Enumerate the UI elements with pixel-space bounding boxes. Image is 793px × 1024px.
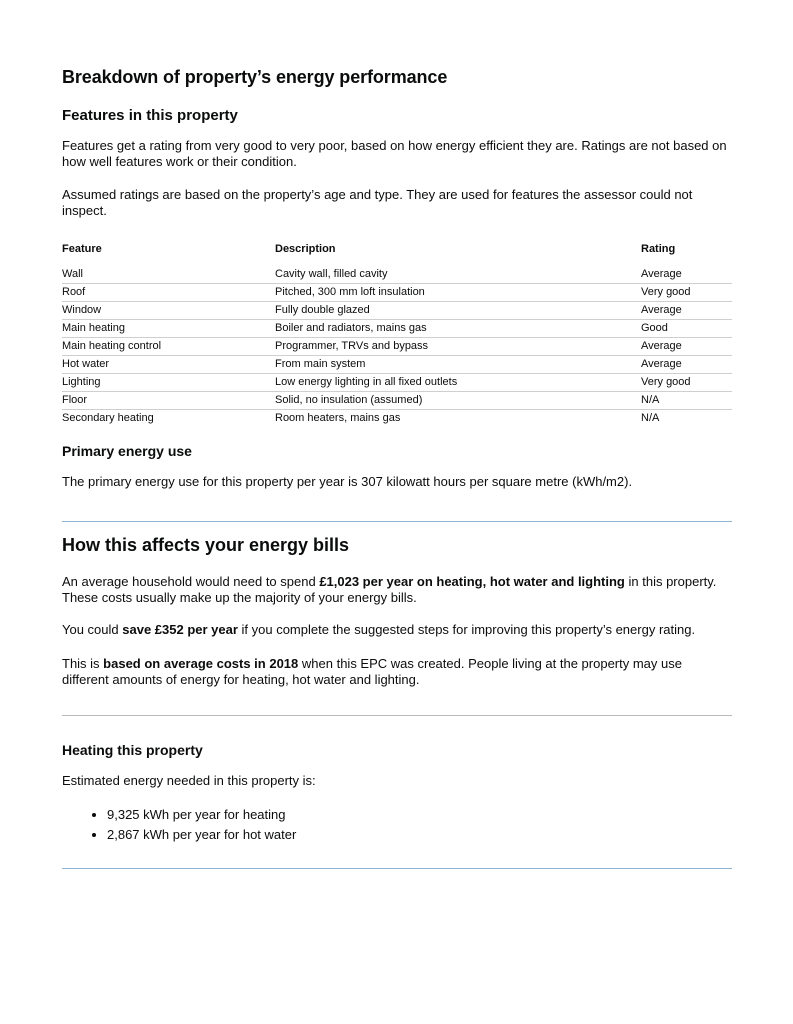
rating-cell: Very good xyxy=(641,284,732,302)
column-header-description: Description xyxy=(275,243,336,255)
average-cost-text-end: in this property. These costs usually make up the majority of your energy bills. xyxy=(62,574,717,605)
description-cell: Fully double glazed xyxy=(275,302,641,320)
description-cell: Programmer, TRVs and bypass xyxy=(275,338,641,356)
table-row xyxy=(62,410,732,428)
table-row xyxy=(62,374,732,392)
energy-needed-list xyxy=(62,805,296,845)
table-row xyxy=(62,302,732,320)
energy-bills-heading: How this affects your energy bills xyxy=(62,535,350,555)
list-item: • 2,867 kWh per year for hot water xyxy=(107,825,296,845)
cost-basis-year: based on average costs in 2018 xyxy=(103,656,299,671)
feature-cell: Main heating xyxy=(62,320,275,338)
rating-cell: Average xyxy=(641,302,732,320)
description-cell: Boiler and radiators, mains gas xyxy=(275,320,641,338)
primary-energy-heading: Primary energy use xyxy=(62,443,192,459)
description-cell: Pitched, 300 mm loft insulation xyxy=(275,284,641,302)
rating-cell: N/A xyxy=(641,392,732,410)
list-item: • 9,325 kWh per year for heating xyxy=(107,805,296,825)
table-row xyxy=(62,266,732,284)
section-divider xyxy=(62,715,732,716)
table-row xyxy=(62,284,732,302)
description-cell: Room heaters, mains gas xyxy=(275,412,401,424)
average-cost-text: An average household would need to spend xyxy=(62,574,320,589)
heating-intro: Estimated energy needed in this property is: xyxy=(62,773,316,788)
page-title: Breakdown of property’s energy performance xyxy=(62,67,448,87)
column-header-rating: Rating xyxy=(641,243,676,255)
table-row xyxy=(62,320,732,338)
assumed-ratings-note: Assumed ratings are based on the property’s age and type. They are used for features the assessor could not inspect. xyxy=(62,187,693,218)
description-cell: Solid, no insulation (assumed) xyxy=(275,392,641,410)
cost-basis-paragraph xyxy=(62,656,732,688)
table-row xyxy=(62,356,732,374)
description-cell: Low energy lighting in all fixed outlets xyxy=(275,374,641,392)
heating-heading: Heating this property xyxy=(62,742,203,758)
description-cell: From main system xyxy=(275,356,641,374)
rating-cell: Good xyxy=(641,320,732,338)
savings-paragraph xyxy=(62,622,695,638)
table-row xyxy=(62,338,732,356)
table-row xyxy=(62,392,732,410)
rating-cell: Average xyxy=(641,338,732,356)
features-table xyxy=(62,243,732,427)
feature-cell: Window xyxy=(62,302,275,320)
rating-cell: N/A xyxy=(641,412,660,424)
column-header-feature: Feature xyxy=(62,243,102,255)
features-intro: Features get a rating from very good to very poor, based on how energy efficient they are. Ratings are not based on how well features work or their condition. xyxy=(62,138,727,169)
feature-cell: Main heating control xyxy=(62,338,275,356)
feature-cell: Roof xyxy=(62,284,275,302)
feature-cell: Floor xyxy=(62,392,275,410)
rating-cell: Average xyxy=(641,266,732,284)
rating-cell: Very good xyxy=(641,374,732,392)
section-divider xyxy=(62,868,732,869)
rating-cell: Average xyxy=(641,356,732,374)
cost-basis-text: This is xyxy=(62,656,104,671)
section-divider xyxy=(62,521,732,522)
savings-text-end: if you complete the suggested steps for improving this property’s energy rating. xyxy=(237,622,696,637)
feature-cell: Wall xyxy=(62,266,275,284)
average-cost-amount: £1,023 per year on heating, hot water and lighting xyxy=(319,574,625,589)
table-header-row xyxy=(62,243,732,266)
features-heading: Features in this property xyxy=(62,107,238,124)
primary-energy-text: The primary energy use for this property per year is 307 kilowatt hours per square metre (kWh/m2). xyxy=(62,474,633,489)
feature-cell: Hot water xyxy=(62,356,275,374)
description-cell: Cavity wall, filled cavity xyxy=(275,266,641,284)
cost-basis-text-end: when this EPC was created. People living at the property may use different amounts of energy for heating, hot water and lighting. xyxy=(62,656,682,687)
savings-text: You could xyxy=(62,622,123,637)
savings-amount: save £352 per year xyxy=(122,622,238,637)
feature-cell: Lighting xyxy=(62,374,275,392)
feature-cell: Secondary heating xyxy=(62,412,154,424)
average-cost-paragraph xyxy=(62,574,734,606)
